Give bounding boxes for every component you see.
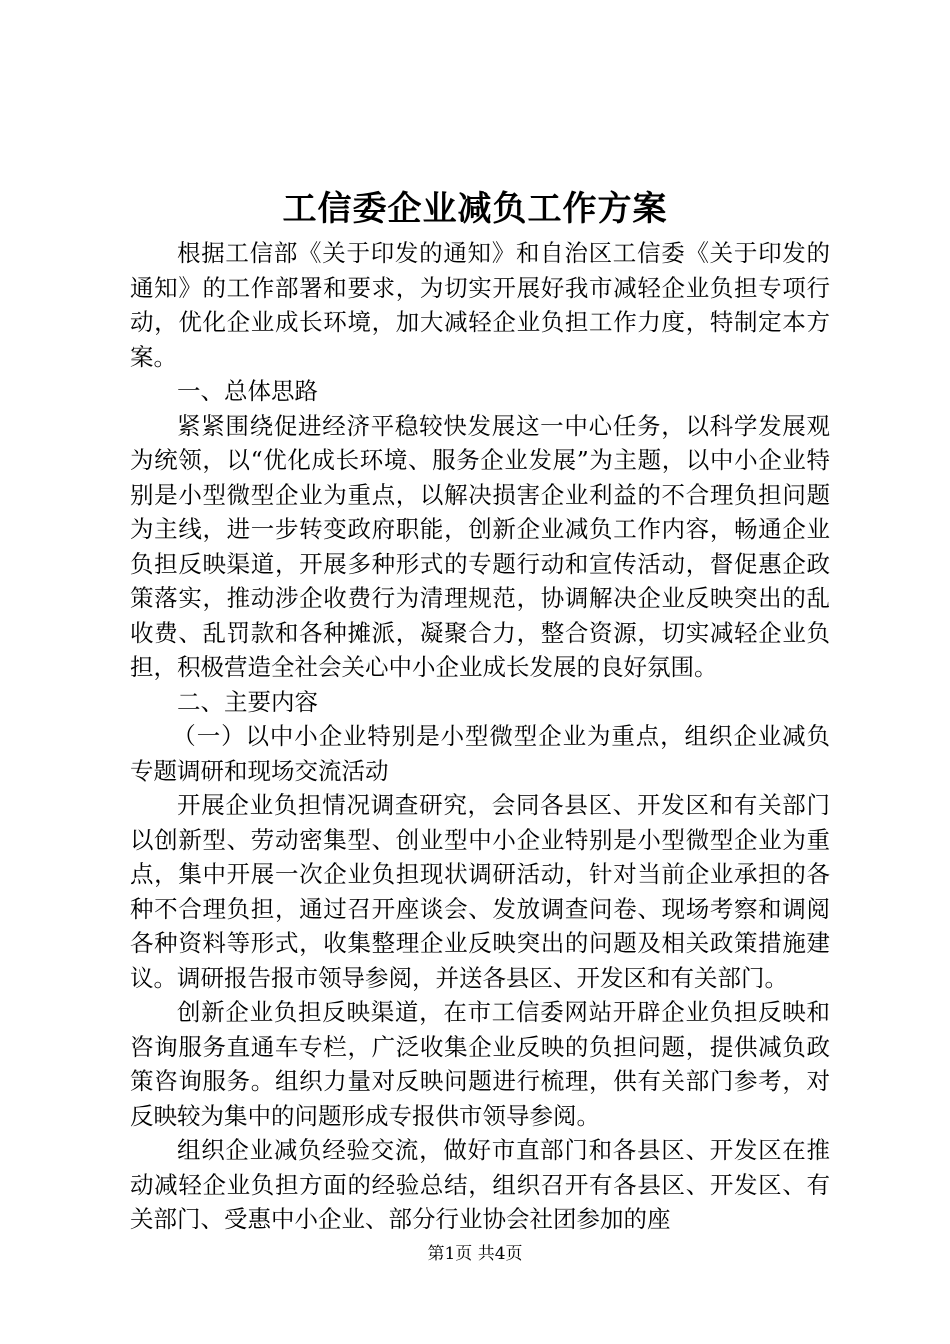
document-body — [130, 236, 830, 1237]
document-title: 工信委企业减负工作方案 — [282, 189, 668, 229]
paragraph-channels: 创新企业负担反映渠道，在市工信委网站开辟企业负担反映和咨询服务直通车专栏，广泛收集企业反映的负担问题，提供减负政策咨询服务。组织力量对反映问题进行梳理，供有关部门参考，对反映较为集中的问题形成专报供市领导参阅。 — [130, 998, 830, 1130]
paragraph-overall-approach: 紧紧围绕促进经济平稳较快发展这一中心任务，以科学发展观为统领，以“优化成长环境、服务企业发展”为主题，以中小企业特别是小型微型企业为重点，以解决损害企业利益的不合理负担问题为主线，进一步转变政府职能，创新企业减负工作内容，畅通企业负担反映渠道，开展多种形式的专题行动和宣传活动，督促惠企政策落实，推动涉企收费行为清理规范，协调解决企业反映突出的乱收费、乱罚款和各种摊派，凝聚合力，整合资源，切实减轻企业负担，积极营造全社会关心中小企业成长发展的良好氛围。 — [130, 411, 830, 681]
paragraph-exchange: 组织企业减负经验交流，做好市直部门和各县区、开发区在推动减轻企业负担方面的经验总结，组织召开有各县区、开发区、有关部门、受惠中小企业、部分行业协会社团参加的座 — [130, 1136, 830, 1233]
paragraph-survey: 开展企业负担情况调查研究，会同各县区、开发区和有关部门以创新型、劳动密集型、创业型中小企业特别是小型微型企业为重点，集中开展一次企业负担现状调研活动，针对当前企业承担的各种不合理负担，通过召开座谈会、发放调查问卷、现场考察和调阅各种资料等形式，收集整理企业反映突出的问题及相关政策措施建议。调研报告报市领导参阅，并送各县区、开发区和有关部门。 — [130, 791, 830, 992]
page-footer: 第1页 共4页 — [427, 1244, 523, 1264]
subsection-heading-1: （一）以中小企业特别是小型微型企业为重点，组织企业减负专题调研和现场交流活动 — [130, 722, 830, 785]
paragraph-intro: 根据工信部《关于印发的通知》和自治区工信委《关于印发的通知》的工作部署和要求，为切实开展好我市减轻企业负担专项行动，优化企业成长环境，加大减轻企业负担工作力度，特制定本方案。 — [130, 239, 830, 371]
section-heading-main-content: 二、主要内容 — [177, 687, 318, 716]
section-heading-overall-approach: 一、总体思路 — [177, 377, 318, 405]
